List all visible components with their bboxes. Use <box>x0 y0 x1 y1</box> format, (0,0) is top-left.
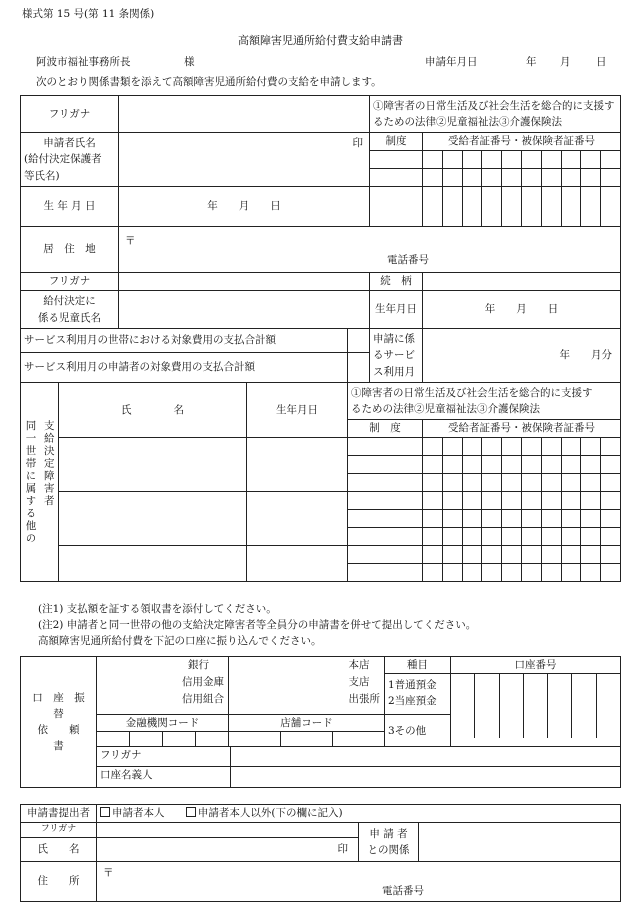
seido-cell[interactable] <box>370 151 423 169</box>
note-2: (注2) 申請者と同一世帯の他の支給決定障害者等全員分の申請書を併せて提出してください。 <box>38 619 477 631</box>
law-note: ①障害者の日常生活及び社会生活を総合的に支援す るための法律②児童福祉法③介護保険法 <box>370 96 621 133</box>
note-3: 高額障害児通所給付費を下記の口座に振り込んでください。 <box>38 635 322 647</box>
seido-cell[interactable] <box>348 510 423 528</box>
applicant-table <box>20 95 621 383</box>
address-label: 居 住 地 <box>21 227 119 273</box>
relation-label-2: 申 請 者 との関係 <box>359 823 419 862</box>
member-name-input[interactable] <box>59 492 247 546</box>
submitter-table <box>20 804 621 902</box>
seido-cell[interactable] <box>348 474 423 492</box>
household-total-label: サービス利用月の世帯における対象費用の支払合計額 <box>21 329 348 353</box>
dob-label: 生 年 月 日 <box>21 187 119 227</box>
submitter-name-input[interactable]: 印 <box>97 837 359 861</box>
submitter-label: 申請書提出者 <box>21 805 97 823</box>
institution-code[interactable]: 金融機関コード <box>97 715 229 747</box>
child-dob-input[interactable]: 年 月 日 <box>423 291 621 329</box>
member-dob-input[interactable] <box>247 438 348 492</box>
form-number: 様式第 15 号(第 11 条関係) <box>22 8 155 20</box>
branch-code[interactable]: 店舗コード <box>229 715 385 747</box>
honorific: 様 <box>184 56 195 68</box>
relation-label: 続 柄 <box>370 273 423 291</box>
holder-label: 口座名義人 <box>97 767 231 787</box>
cert-cells[interactable] <box>423 474 621 492</box>
applicant-total-input[interactable] <box>348 353 370 383</box>
members-side-label: 同一世帯に属する他の 支給決定障害者 <box>21 383 59 582</box>
cert-cells[interactable] <box>423 492 621 510</box>
seido-cell[interactable] <box>348 492 423 510</box>
branch-input[interactable]: 本店 支店 出張所 <box>229 657 385 715</box>
dob-input[interactable]: 年 月 日 <box>119 187 370 227</box>
holder-block <box>97 747 621 788</box>
submitter-furigana-label: フリガナ <box>21 823 97 838</box>
child-dob-label: 生年月日 <box>370 291 423 329</box>
bank-side-label: 口 座 振 替 依 頼 書 <box>21 657 97 788</box>
submitter-address-label: 住 所 <box>21 861 97 901</box>
seido-header: 制度 <box>370 133 423 151</box>
child-name-label: 給付決定に 係る児童氏名 <box>21 291 119 329</box>
bank-table <box>20 656 621 788</box>
institution-input[interactable]: 銀行 信用金庫 信用組合 <box>97 657 229 715</box>
furigana-input[interactable] <box>119 96 370 133</box>
member-dob-header: 生年月日 <box>247 383 348 438</box>
cert-cells[interactable] <box>423 528 621 546</box>
cert-header-2: 受給者証番号・被保険者証番号 <box>423 420 621 438</box>
day-label: 日 <box>596 56 607 68</box>
holder-input[interactable] <box>231 767 620 787</box>
checkbox-icon <box>100 807 110 817</box>
cert-cells[interactable] <box>423 187 621 227</box>
seido-header-2: 制 度 <box>348 420 423 438</box>
seido-cell[interactable] <box>348 546 423 564</box>
member-dob-input[interactable] <box>247 492 348 546</box>
furigana2-label: フリガナ <box>21 273 119 291</box>
year-label: 年 <box>526 56 537 68</box>
submitter-name-label: 氏 名 <box>21 837 97 861</box>
furigana2-input[interactable] <box>119 273 370 291</box>
submitter-options <box>97 805 621 823</box>
seido-cell[interactable] <box>348 438 423 456</box>
furigana-label: フリガナ <box>21 96 119 133</box>
cert-cells[interactable] <box>423 169 621 187</box>
seido-cell[interactable] <box>348 528 423 546</box>
account-number[interactable]: 口座番号 <box>451 657 621 747</box>
date-label: 申請年月日 <box>425 56 478 68</box>
seido-cell[interactable] <box>370 169 423 187</box>
cert-cells[interactable] <box>423 456 621 474</box>
account-type[interactable]: 種目 1普通預金 2当座預金 <box>385 657 451 715</box>
law-note-2: ①障害者の日常生活及び社会生活を総合的に支援す るための法律②児童福祉法③介護保険法 <box>348 383 621 420</box>
applicant-name-input[interactable] <box>119 133 370 187</box>
cert-cells[interactable] <box>423 546 621 564</box>
account-type-other[interactable]: 3その他 <box>385 715 451 747</box>
other-members-table <box>20 382 621 582</box>
submitter-furigana-input[interactable] <box>97 823 359 838</box>
form-title: 高額障害児通所給付費支給申請書 <box>238 34 403 47</box>
seal-mark: 印 <box>352 137 364 149</box>
member-dob-input[interactable] <box>247 546 348 582</box>
intro-text: 次のとおり関係書類を添えて高額障害児通所給付費の支給を申請します。 <box>36 76 382 88</box>
relation-input-2[interactable] <box>419 823 621 862</box>
seido-cell[interactable] <box>348 564 423 582</box>
applicant-total-label: サービス利用月の申請者の対象費用の支払合計額 <box>21 353 348 383</box>
cert-cells[interactable] <box>423 151 621 169</box>
phone-label-2: 電話番号 <box>382 884 424 897</box>
applicant-name-label: 申請者氏名 (給付決定保護者 等氏名) <box>21 133 119 187</box>
submitter-address-input[interactable] <box>97 861 621 901</box>
cert-header: 受給者証番号・被保険者証番号 <box>423 133 621 151</box>
postal-mark-2: 〒 <box>103 866 114 879</box>
household-total-input[interactable] <box>348 329 370 353</box>
cert-cells[interactable] <box>423 564 621 582</box>
child-name-input[interactable] <box>119 291 370 329</box>
seido-cell[interactable] <box>370 187 423 227</box>
cert-cells[interactable] <box>423 438 621 456</box>
month-label: 月 <box>560 56 571 68</box>
option-self[interactable]: 申請者本人 <box>100 807 165 819</box>
holder-furigana-input[interactable] <box>231 747 620 766</box>
member-name-input[interactable] <box>59 546 247 582</box>
checkbox-icon <box>186 807 196 817</box>
addressee: 阿波市福祉事務所長 <box>36 56 131 68</box>
member-name-header: 氏 名 <box>59 383 247 438</box>
relation-input[interactable] <box>423 273 621 291</box>
cert-cells[interactable] <box>423 510 621 528</box>
option-other[interactable]: 申請者本人以外(下の欄に記入) <box>186 807 343 819</box>
postal-mark: 〒 <box>125 235 136 247</box>
seido-cell[interactable] <box>348 456 423 474</box>
note-1: (注1) 支払額を証する領収書を添付してください。 <box>38 603 277 615</box>
address-input[interactable] <box>119 227 621 273</box>
member-name-input[interactable] <box>59 438 247 492</box>
apply-month-label: 申請に係 るサービ ス利用月 <box>370 329 423 383</box>
apply-month-input[interactable]: 年 月分 <box>423 329 621 383</box>
phone-label: 電話番号 <box>387 253 429 266</box>
holder-furigana-label: フリガナ <box>97 747 231 766</box>
